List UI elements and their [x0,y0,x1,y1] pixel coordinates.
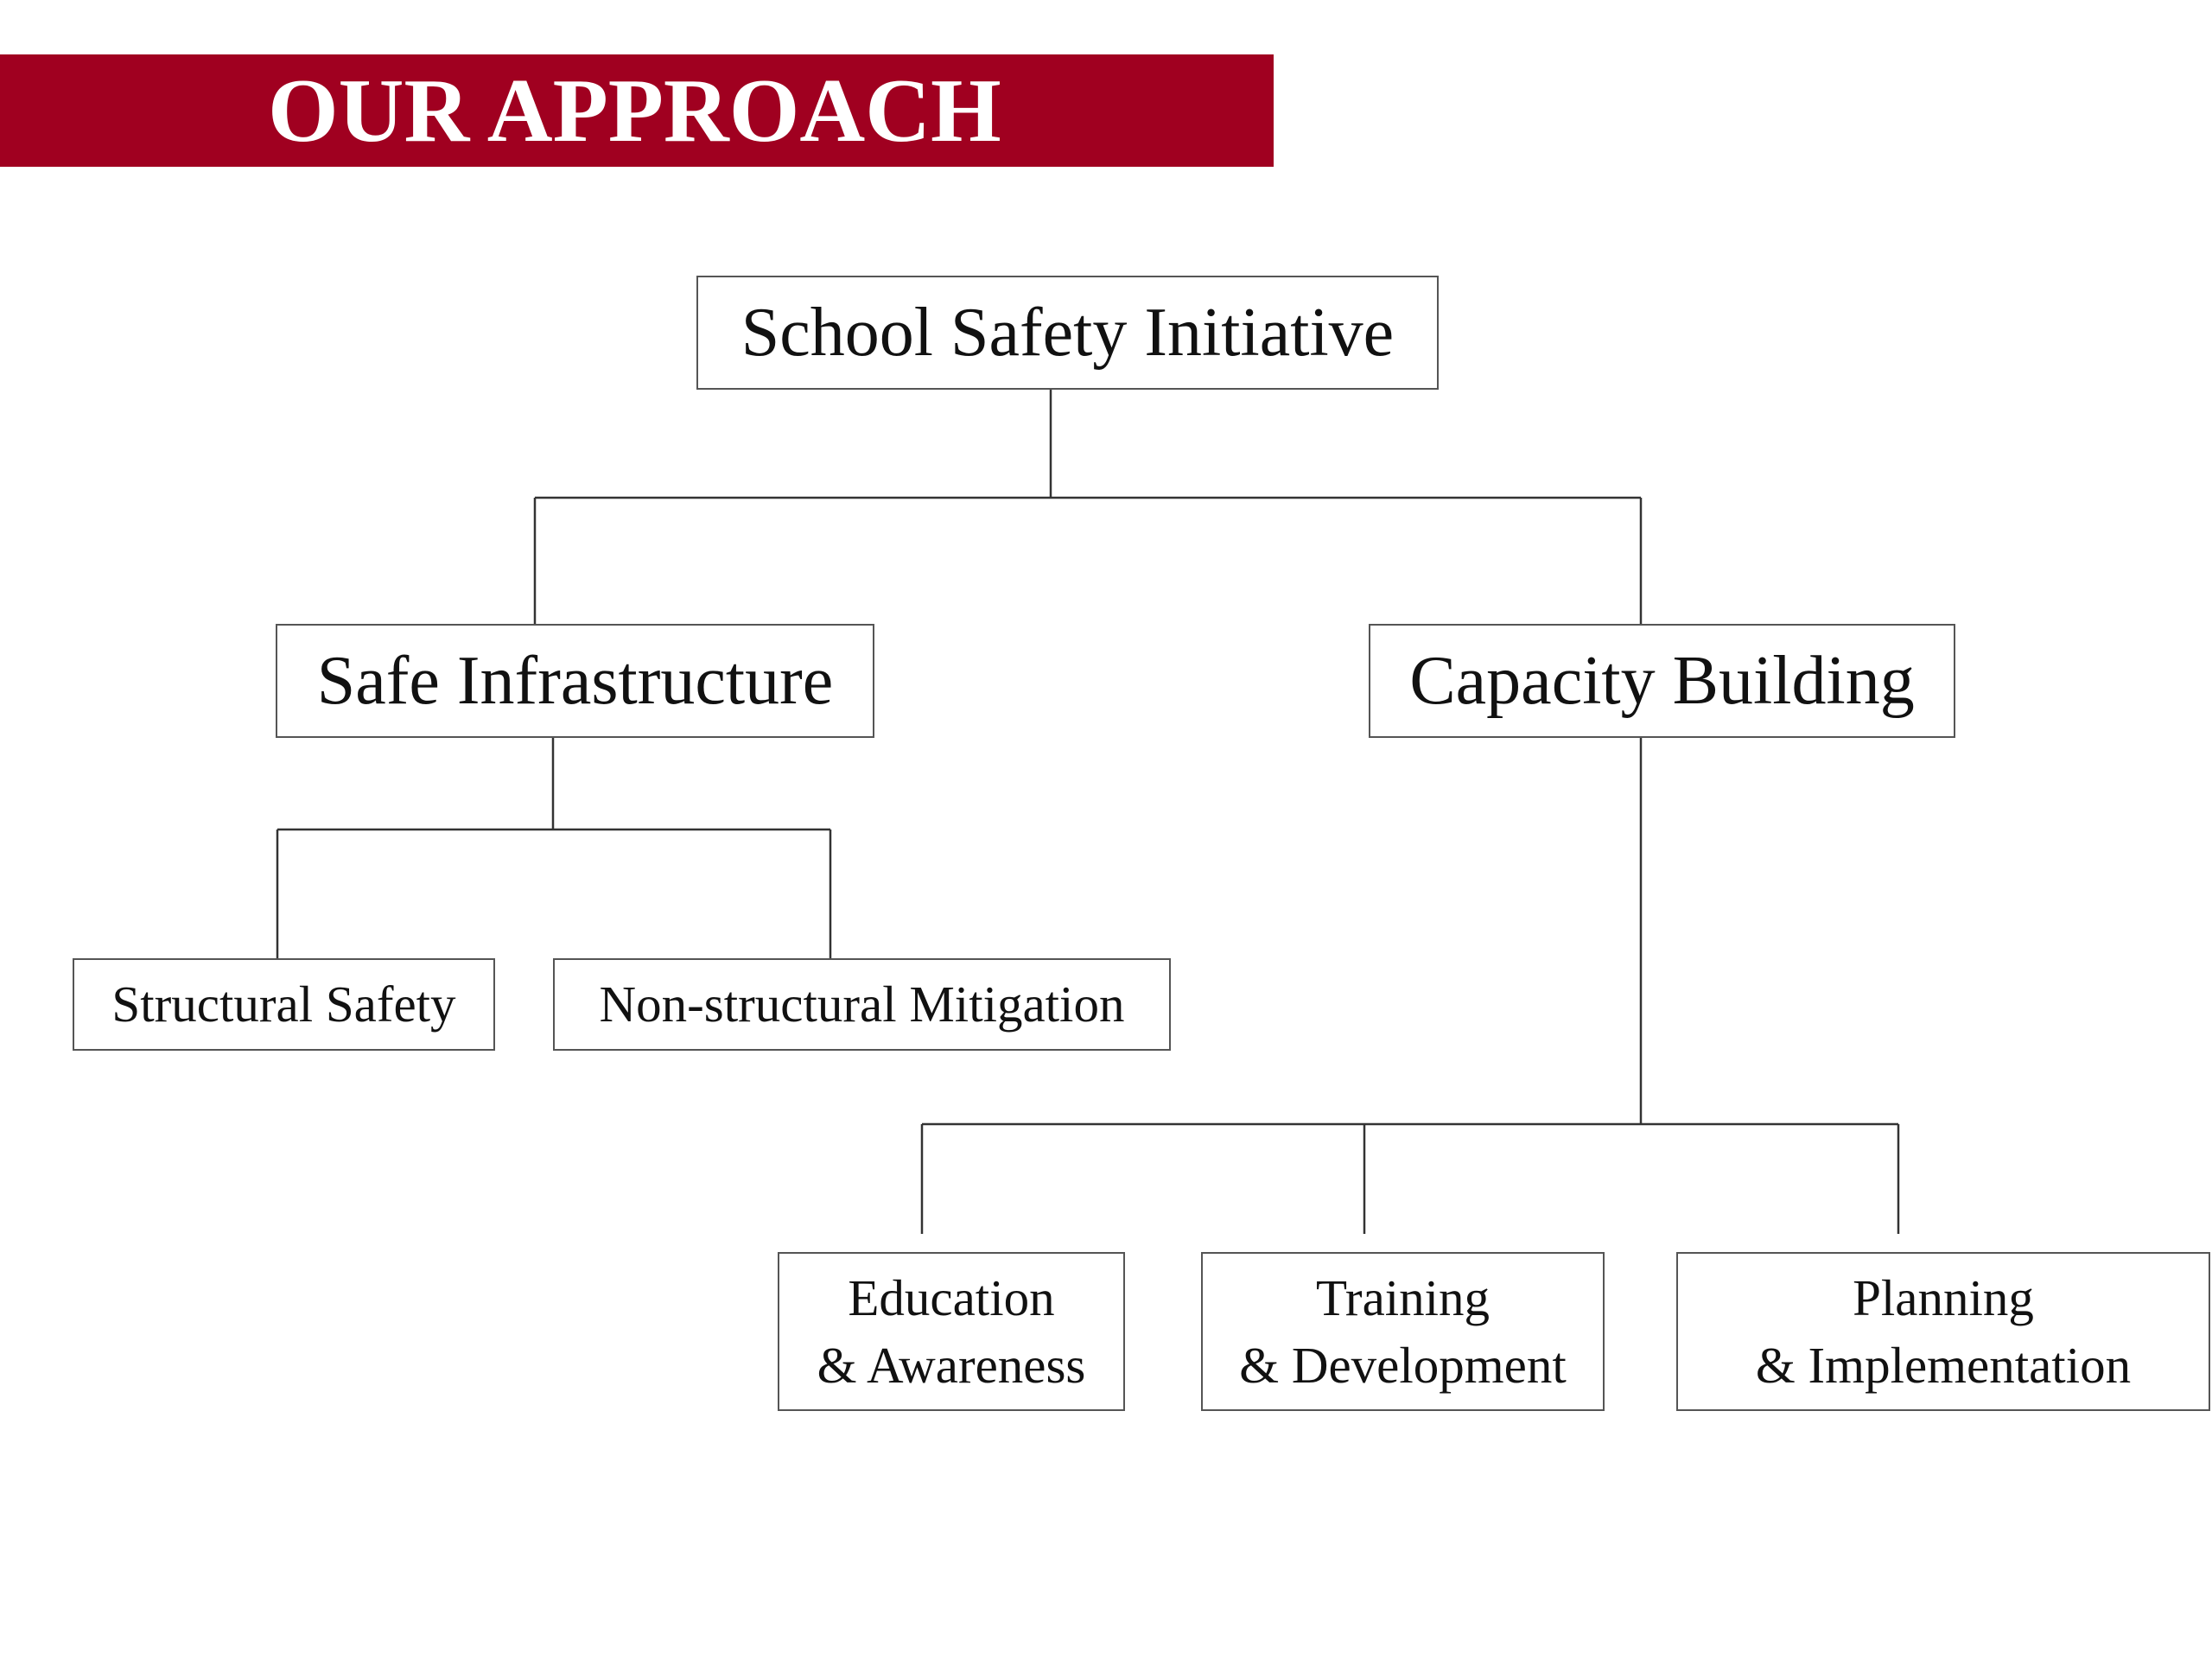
node-training-development [1201,1252,1605,1411]
node-planning-implementation [1676,1252,2210,1411]
node-label-line2: & Implementation [1755,1337,2132,1394]
node-label: Structural Safety [111,976,456,1033]
node-label-line1: Training [1315,1269,1491,1326]
node-label: Safe Infrastructure [316,643,834,719]
node-label-line1: Planning [1853,1269,2034,1326]
node-label: School Safety Initiative [741,295,1395,371]
node-school-safety-initiative [696,276,1439,390]
node-label: Non-structural Mitigation [599,976,1125,1033]
node-structural-safety [73,958,495,1051]
node-capacity-building [1369,624,1955,738]
node-safe-infrastructure [276,624,874,738]
page-title: OUR APPROACH [268,60,1001,161]
node-label-line2: & Awareness [817,1337,1086,1394]
node-non-structural-mitigation [553,958,1171,1051]
node-education-awareness [778,1252,1125,1411]
node-label: Capacity Building [1409,643,1915,719]
node-label-line2: & Development [1239,1337,1567,1394]
node-label-line1: Education [848,1269,1055,1326]
